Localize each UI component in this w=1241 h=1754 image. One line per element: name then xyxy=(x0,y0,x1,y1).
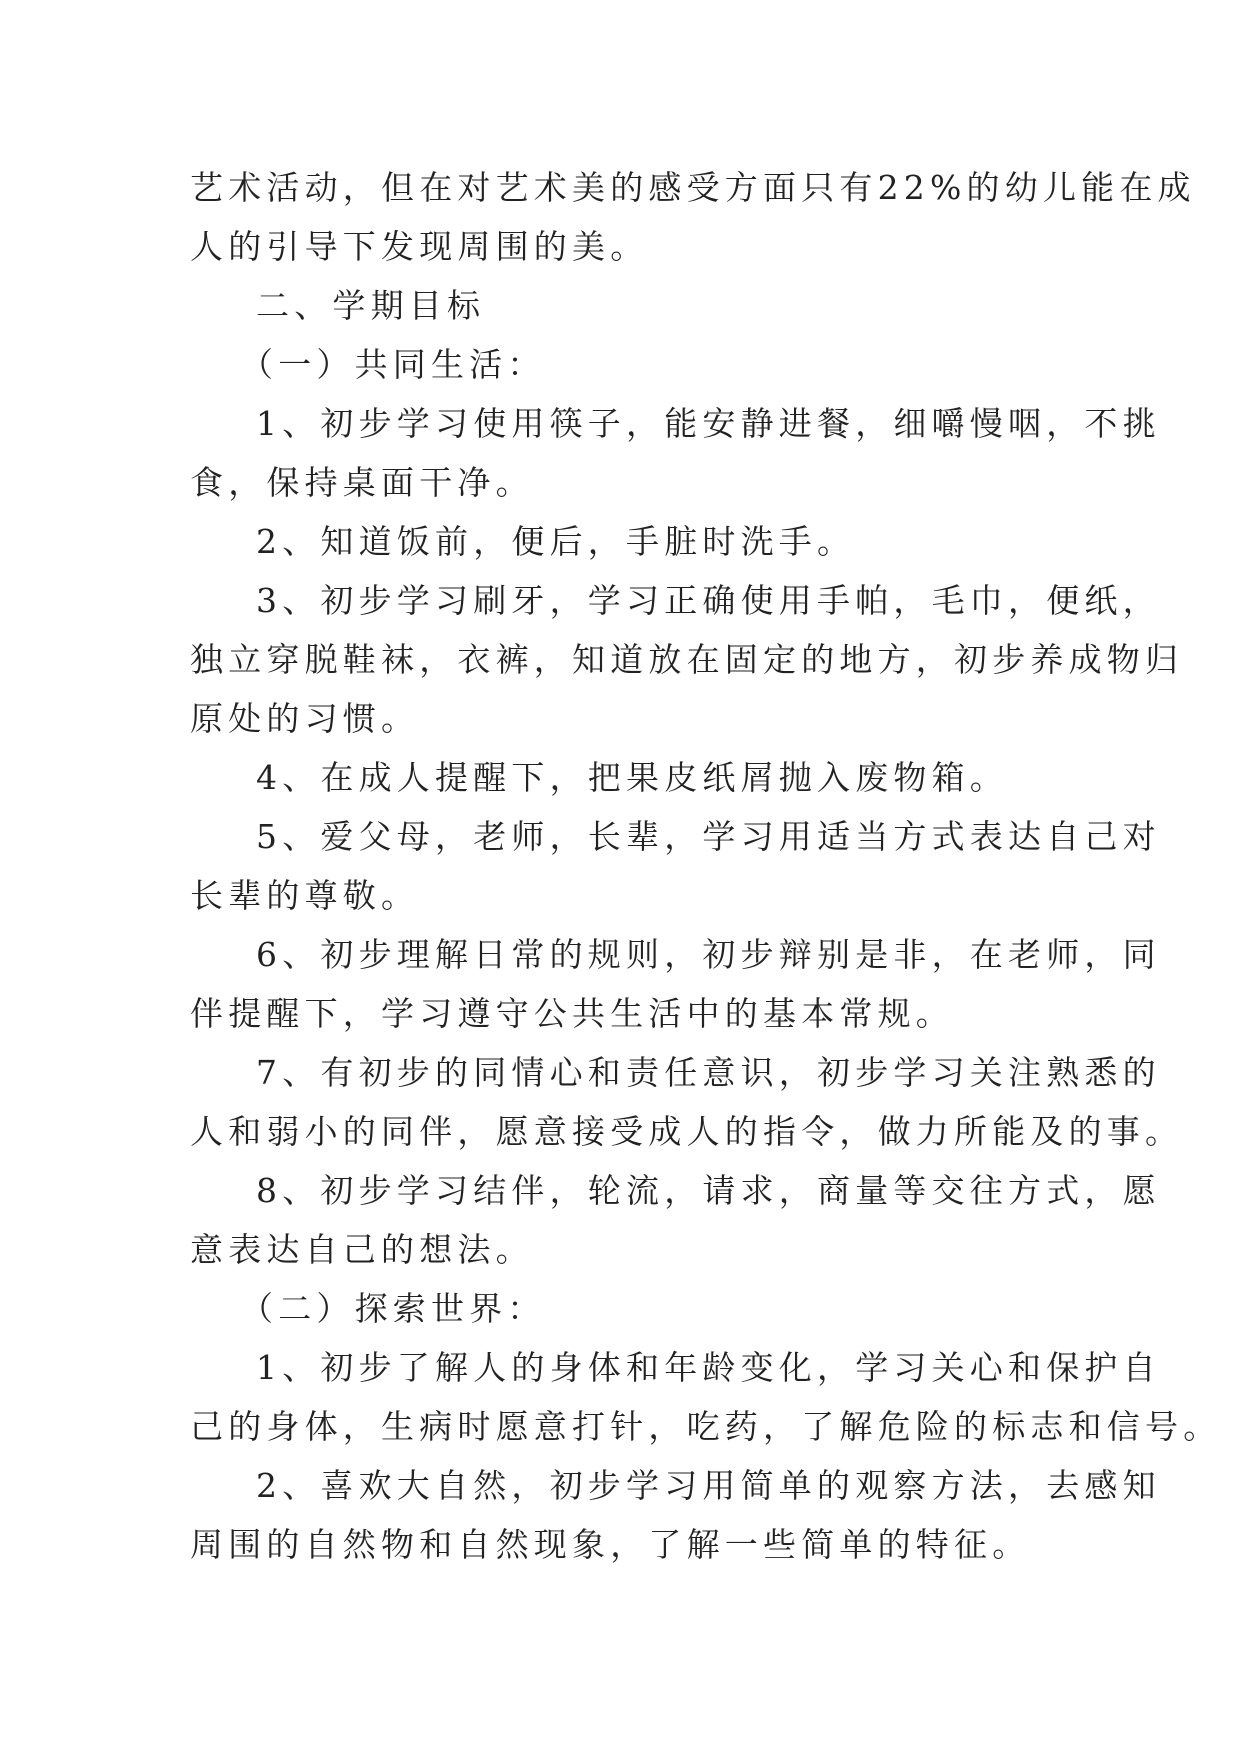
text-line: 原处的习惯。 xyxy=(190,699,420,738)
text-line: 意表达自己的想法。 xyxy=(190,1230,534,1269)
list-item: 1、初步了解人的身体和年龄变化，学习关心和保护自 xyxy=(256,1348,1161,1387)
text-line: 食，保持桌面干净。 xyxy=(190,463,534,502)
text-line: 周围的自然物和自然现象，了解一些简单的特征。 xyxy=(190,1525,1031,1564)
text-line: 艺术活动，但在对艺术美的感受方面只有22%的幼儿能在成 xyxy=(190,168,1196,207)
text-line: 长辈的尊敬。 xyxy=(190,876,420,915)
section-heading: 二、学期目标 xyxy=(256,286,486,325)
document-body xyxy=(190,158,1222,1574)
subsection-heading: （二）探索世界： xyxy=(240,1289,546,1328)
list-item: 2、知道饭前，便后，手脏时洗手。 xyxy=(256,522,856,561)
list-item: 4、在成人提醒下，把果皮纸屑抛入废物箱。 xyxy=(256,758,1008,797)
list-item: 3、初步学习刷牙，学习正确使用手帕，毛巾，便纸， xyxy=(256,581,1161,620)
list-item: 2、喜欢大自然，初步学习用简单的观察方法，去感知 xyxy=(256,1466,1161,1505)
list-item: 7、有初步的同情心和责任意识，初步学习关注熟悉的 xyxy=(256,1053,1161,1092)
text-line: 独立穿脱鞋袜，衣裤，知道放在固定的地方，初步养成物归 xyxy=(190,640,1184,679)
list-item: 1、初步学习使用筷子，能安静进餐，细嚼慢咽，不挑 xyxy=(256,404,1161,443)
text-line: 人和弱小的同伴，愿意接受成人的指令，做力所能及的事。 xyxy=(190,1112,1184,1151)
list-item: 5、爱父母，老师，长辈，学习用适当方式表达自己对 xyxy=(256,817,1161,856)
text-line: 人的引导下发现周围的美。 xyxy=(190,227,649,266)
subsection-heading: （一）共同生活： xyxy=(240,345,546,384)
text-line: 伴提醒下，学习遵守公共生活中的基本常规。 xyxy=(190,994,954,1033)
text-line: 己的身体，生病时愿意打针，吃药，了解危险的标志和信号。 xyxy=(190,1407,1222,1446)
list-item: 6、初步理解日常的规则，初步辩别是非，在老师，同 xyxy=(256,935,1161,974)
list-item: 8、初步学习结伴，轮流，请求，商量等交往方式，愿 xyxy=(256,1171,1161,1210)
